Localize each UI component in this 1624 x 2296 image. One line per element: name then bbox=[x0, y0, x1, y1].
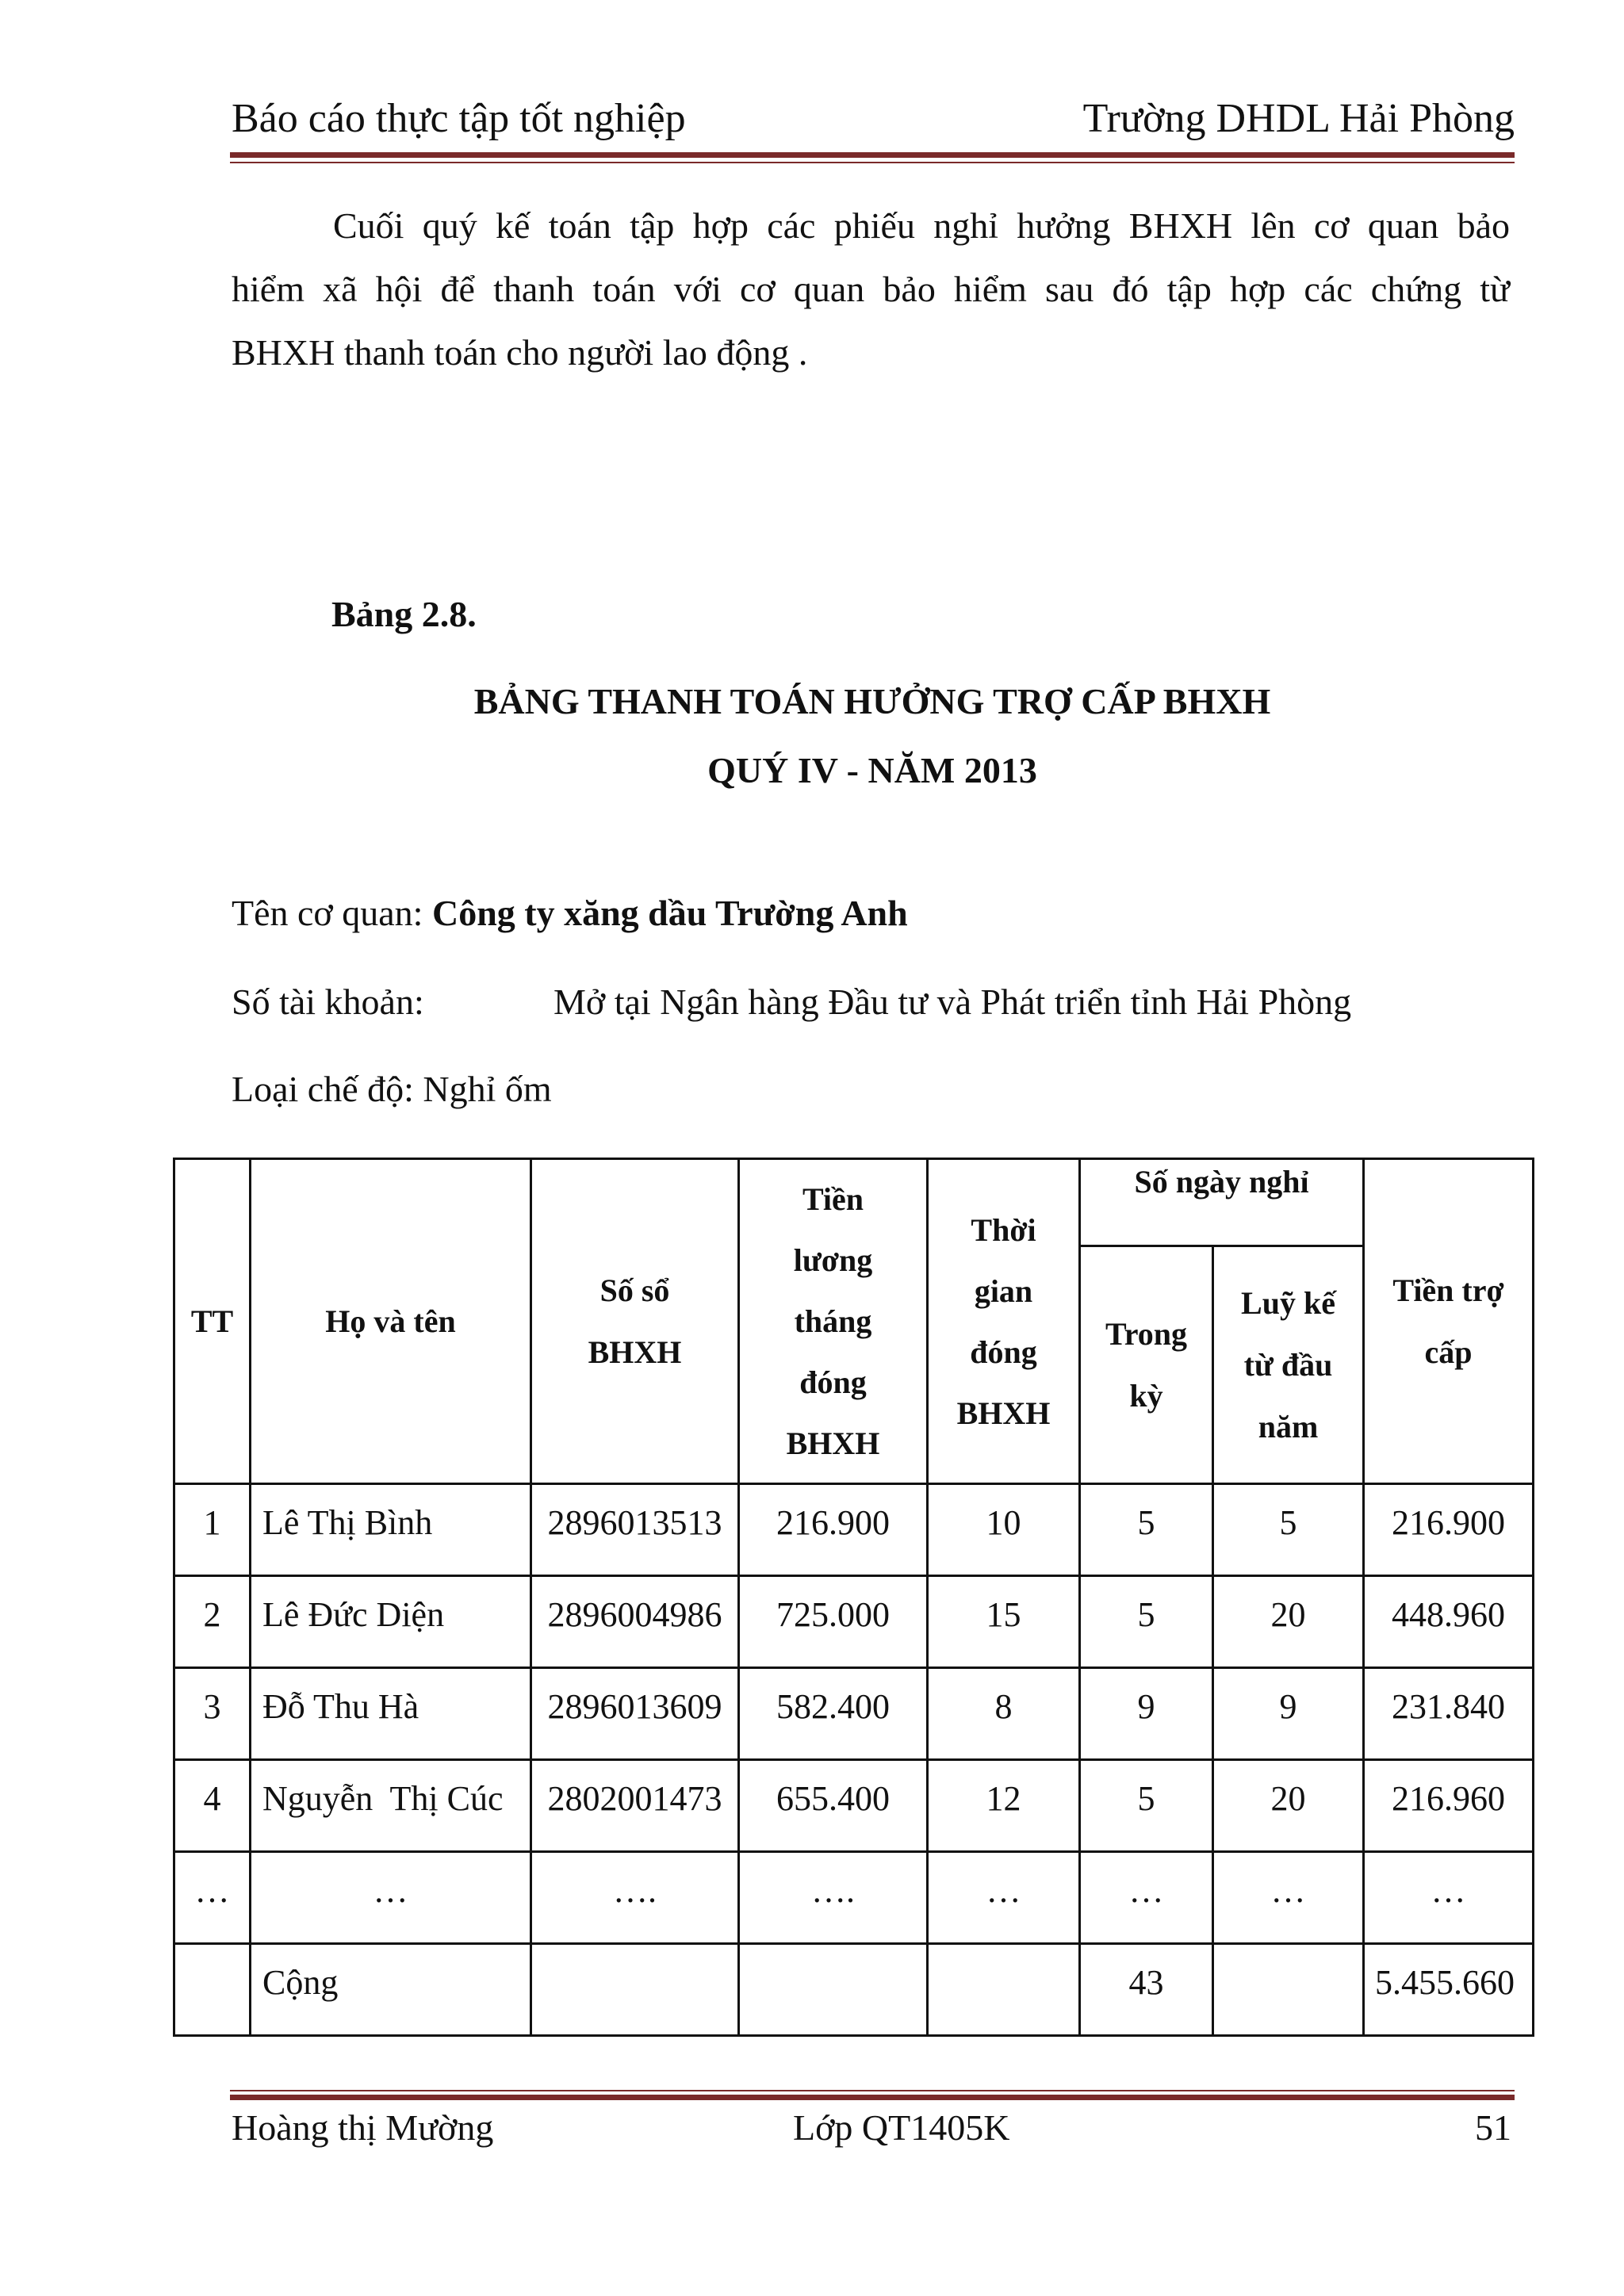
total-label: Cộng bbox=[251, 1944, 531, 2036]
header-days-off: Số ngày nghỉ bbox=[1080, 1159, 1364, 1246]
cell-period: 10 bbox=[928, 1484, 1080, 1576]
table-row bbox=[174, 1852, 1534, 1944]
header-book-line2: BHXH bbox=[588, 1334, 682, 1370]
regime-line: Loại chế độ: Nghỉ ốm bbox=[232, 1069, 552, 1109]
cell-book bbox=[531, 1944, 739, 2036]
table-subtitle: QUÝ IV - NĂM 2013 bbox=[707, 750, 1037, 790]
header-in-period bbox=[1080, 1246, 1213, 1484]
cell-period bbox=[928, 1944, 1080, 2036]
cell-period: 12 bbox=[928, 1760, 1080, 1852]
cell-book: 2896004986 bbox=[531, 1576, 739, 1668]
cell-tt: 2 bbox=[174, 1576, 251, 1668]
table-row bbox=[174, 1576, 1534, 1668]
header-salary-line5: BHXH bbox=[786, 1425, 880, 1461]
header-salary-line1: Tiền bbox=[802, 1181, 864, 1217]
cell-name: Đỗ Thu Hà bbox=[251, 1668, 531, 1760]
header-right: Trường DHDL Hải Phòng bbox=[1082, 96, 1515, 141]
table-label: Bảng 2.8. bbox=[331, 594, 477, 634]
paragraph-line-2: hiểm xã hội để thanh toán với cơ quan bảo hiểm sau đó tập hợp các chứng từ bbox=[232, 269, 1510, 309]
footer-rule-thin bbox=[230, 2090, 1515, 2091]
cell-allowance: 216.900 bbox=[1364, 1484, 1534, 1576]
cell-cumulative: … bbox=[1213, 1852, 1364, 1944]
cell-in-period: … bbox=[1080, 1852, 1213, 1944]
agency-value: Công ty xăng dầu Trường Anh bbox=[431, 893, 908, 933]
cell-cumulative: 20 bbox=[1213, 1760, 1364, 1852]
cell-period: 15 bbox=[928, 1576, 1080, 1668]
header-salary-line2: lương bbox=[793, 1242, 873, 1278]
table-row bbox=[174, 1760, 1534, 1852]
cell-name: Lê Đức Diện bbox=[251, 1576, 531, 1668]
header-period-line3: đóng bbox=[970, 1334, 1037, 1370]
cell-tt: 3 bbox=[174, 1668, 251, 1760]
cell-in-period: 9 bbox=[1080, 1668, 1213, 1760]
cell-book: 2802001473 bbox=[531, 1760, 739, 1852]
table-row bbox=[174, 1484, 1534, 1576]
total-allowance: 5.455.660 bbox=[1364, 1944, 1534, 2036]
header-tt: TT bbox=[174, 1159, 251, 1484]
account-value: Mở tại Ngân hàng Đầu tư và Phát triển tỉnh Hải Phòng bbox=[553, 982, 1352, 1022]
header-period bbox=[928, 1159, 1080, 1484]
header-period-line4: BHXH bbox=[956, 1395, 1051, 1431]
cell-in-period: 5 bbox=[1080, 1484, 1213, 1576]
footer-author: Hoàng thị Mường bbox=[232, 2107, 494, 2148]
body-paragraph bbox=[232, 194, 1510, 385]
cell-salary: 582.400 bbox=[739, 1668, 928, 1760]
header-allowance bbox=[1364, 1159, 1534, 1484]
cell-book: …. bbox=[531, 1852, 739, 1944]
cell-period: … bbox=[928, 1852, 1080, 1944]
header-book-line1: Số sổ bbox=[599, 1272, 670, 1308]
table-title: BẢNG THANH TOÁN HƯỞNG TRỢ CẤP BHXH bbox=[473, 681, 1271, 721]
cell-period: 8 bbox=[928, 1668, 1080, 1760]
header-cumulative bbox=[1213, 1246, 1364, 1484]
header-salary-line4: đóng bbox=[799, 1364, 867, 1400]
cell-in-period: 5 bbox=[1080, 1760, 1213, 1852]
cell-name: … bbox=[251, 1852, 531, 1944]
header-salary-line3: tháng bbox=[794, 1303, 872, 1339]
cell-salary bbox=[739, 1944, 928, 2036]
cell-allowance: … bbox=[1364, 1852, 1534, 1944]
header-period-line1: Thời bbox=[971, 1211, 1036, 1248]
header-cumulative-line2: từ đầu bbox=[1243, 1346, 1333, 1383]
table-row bbox=[174, 1668, 1534, 1760]
footer-class: Lớp QT1405K bbox=[793, 2107, 1010, 2148]
total-row bbox=[174, 1944, 1534, 2036]
header-allowance-line2: cấp bbox=[1424, 1334, 1473, 1370]
cell-salary: …. bbox=[739, 1852, 928, 1944]
header-name: Họ và tên bbox=[251, 1159, 531, 1484]
header-salary bbox=[739, 1159, 928, 1484]
paragraph-line-1: Cuối quý kế toán tập hợp các phiếu nghỉ hưởng BHXH lên cơ quan bảo bbox=[333, 205, 1510, 246]
cell-allowance: 216.960 bbox=[1364, 1760, 1534, 1852]
cell-book: 2896013609 bbox=[531, 1668, 739, 1760]
header-rule-thick bbox=[230, 152, 1515, 158]
cell-salary: 725.000 bbox=[739, 1576, 928, 1668]
header-in-period-line2: kỳ bbox=[1129, 1377, 1163, 1414]
paragraph-line-3: BHXH thanh toán cho người lao động . bbox=[232, 332, 808, 373]
cell-name: Nguyễn Thị Cúc bbox=[251, 1760, 531, 1852]
cell-salary: 655.400 bbox=[739, 1760, 928, 1852]
cell-cumulative bbox=[1213, 1944, 1364, 2036]
cell-tt bbox=[174, 1944, 251, 2036]
header-cumulative-line1: Luỹ kế bbox=[1241, 1284, 1335, 1321]
footer-page-number: 51 bbox=[1475, 2107, 1511, 2148]
cell-tt: 1 bbox=[174, 1484, 251, 1576]
agency-line bbox=[232, 891, 908, 936]
cell-in-period: 5 bbox=[1080, 1576, 1213, 1668]
header-book bbox=[531, 1159, 739, 1484]
allowance-table bbox=[173, 1158, 1534, 2037]
header-period-line2: gian bbox=[974, 1272, 1033, 1309]
cell-name: Lê Thị Bình bbox=[251, 1484, 531, 1576]
cell-cumulative: 9 bbox=[1213, 1668, 1364, 1760]
header-rule-thin bbox=[230, 162, 1515, 163]
cell-allowance: 448.960 bbox=[1364, 1576, 1534, 1668]
cell-tt: … bbox=[174, 1852, 251, 1944]
header-allowance-line1: Tiền trợ bbox=[1392, 1272, 1504, 1308]
account-label: Số tài khoản: bbox=[232, 982, 424, 1022]
cell-cumulative: 20 bbox=[1213, 1576, 1364, 1668]
header-left: Báo cáo thực tập tốt nghiệp bbox=[232, 96, 686, 141]
agency-label: Tên cơ quan: bbox=[232, 893, 423, 933]
header-cumulative-line3: năm bbox=[1258, 1408, 1319, 1445]
cell-book: 2896013513 bbox=[531, 1484, 739, 1576]
header-in-period-line1: Trong bbox=[1105, 1315, 1187, 1352]
cell-salary: 216.900 bbox=[739, 1484, 928, 1576]
total-in-period: 43 bbox=[1080, 1944, 1213, 2036]
cell-allowance: 231.840 bbox=[1364, 1668, 1534, 1760]
cell-tt: 4 bbox=[174, 1760, 251, 1852]
footer-rule-thick bbox=[230, 2095, 1515, 2100]
cell-cumulative: 5 bbox=[1213, 1484, 1364, 1576]
